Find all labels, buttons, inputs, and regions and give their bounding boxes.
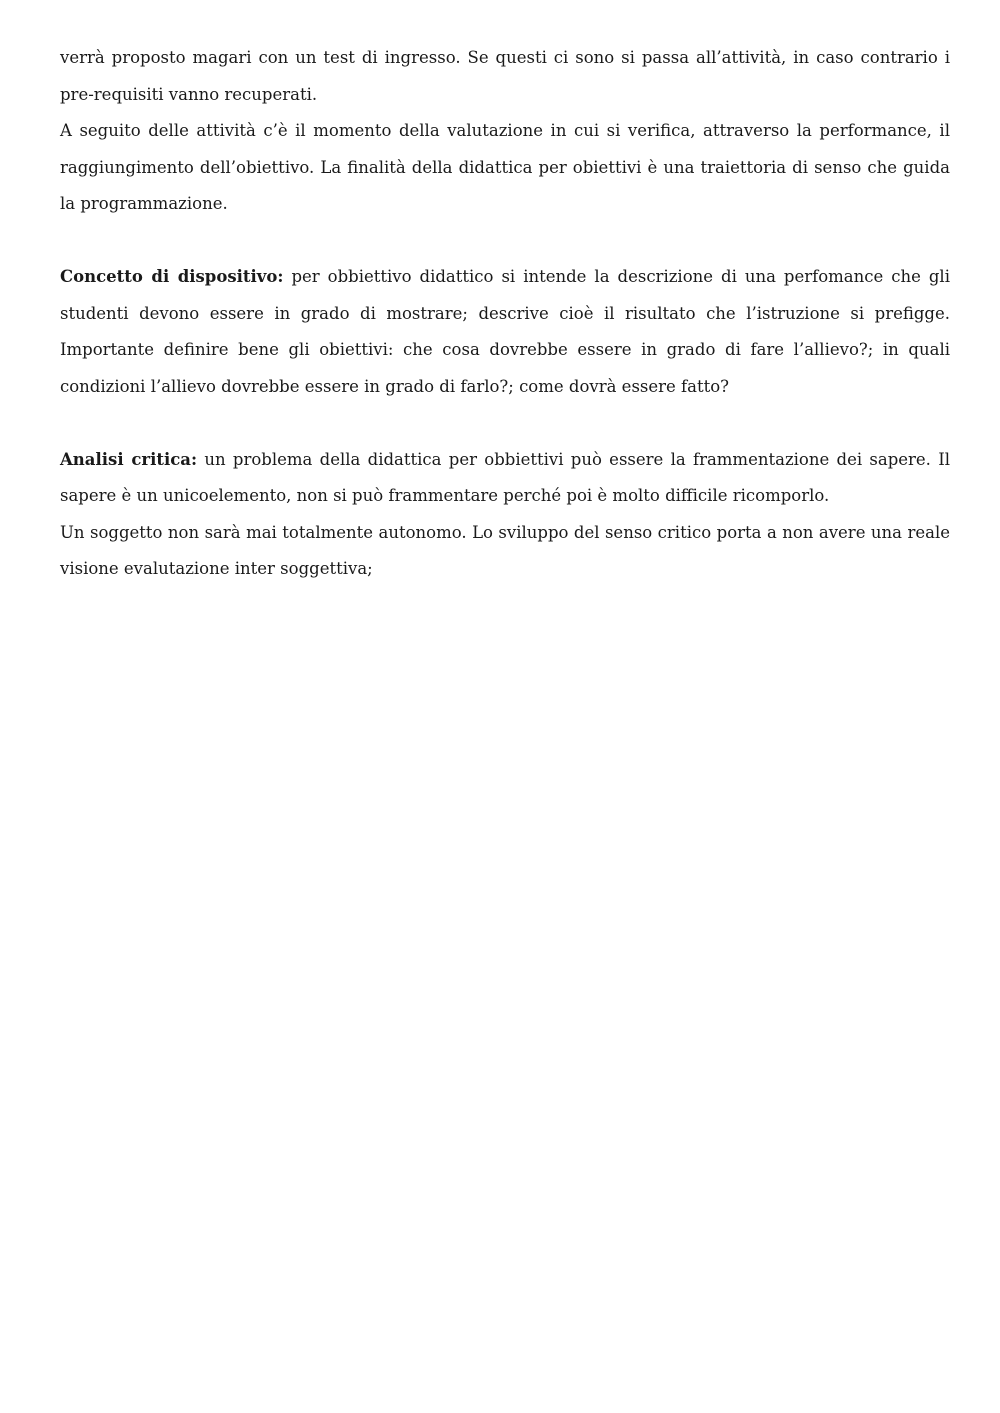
paragraph-text: A seguito delle attività c’è il momento della valutazione in cui si verifica, attraverso la performance, il raggiungimento dell’obiettivo. La finalità della didattica per obiettivi è una traiettoria di senso che guida la programmazione.: [60, 121, 950, 213]
paragraph-prerequisites: [60, 40, 950, 113]
paragraph-concetto-dispositivo: [60, 259, 950, 405]
document-body: [60, 40, 950, 588]
paragraph-text: verrà proposto magari con un test di ingresso. Se questi ci sono si passa all’attività, in caso contrario i pre-requisiti vanno recuperati.: [60, 48, 950, 104]
paragraph-evaluation: [60, 113, 950, 223]
paragraph-text: un problema della didattica per obbiettivi può essere la frammentazione dei sapere. Il sapere è un unicoelemento, non si può frammentare perché poi è molto difficile ricomporlo.: [60, 449, 950, 505]
paragraph-text: Un soggetto non sarà mai totalmente autonomo. Lo sviluppo del senso critico porta a non avere una reale visione evalutazione inter soggettiva;: [60, 522, 950, 578]
paragraph-lead-heading: Concetto di dispositivo:: [60, 267, 284, 286]
paragraph-lead-heading: Analisi critica:: [60, 449, 198, 469]
paragraph-text: per obbiettivo didattico si intende la descrizione di una perfomance che gli studenti devono essere in grado di mostrare; descrive cioè il risultato che l’istruzione si prefigge. Importante definire bene gli obiettivi: che cosa dovrebbe essere in grado di fare l’allievo?; in quali condizioni l’allievo dovrebbe essere in grado di farlo?; come dovrà essere fatto?: [60, 267, 950, 396]
paragraph-analisi-critica: [60, 442, 950, 515]
paragraph-autonomia: [60, 515, 950, 588]
